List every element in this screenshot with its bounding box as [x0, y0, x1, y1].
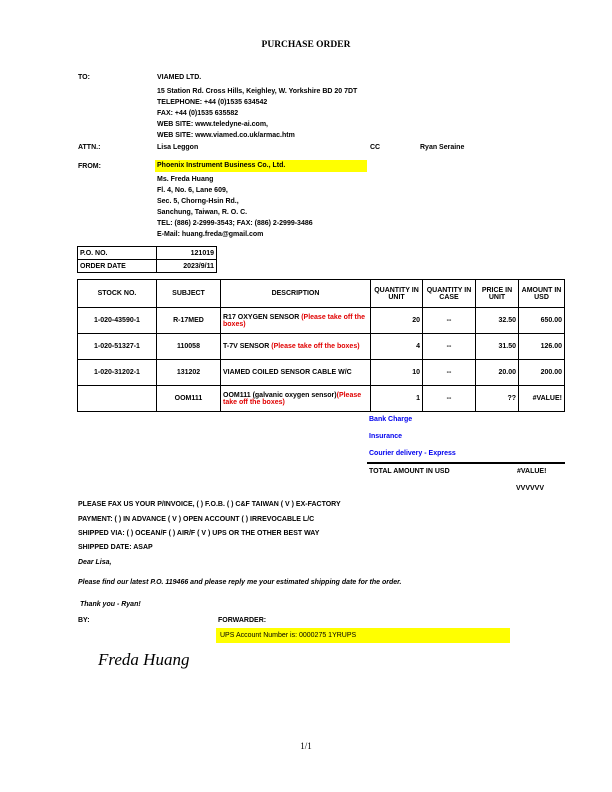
cell-stock: 1-020-31202-1 — [78, 360, 157, 386]
total-label: TOTAL AMOUNT IN USD — [369, 468, 450, 475]
forwarder-label: FORWARDER: — [218, 617, 267, 624]
total-divider — [367, 462, 565, 464]
header-amount: AMOUNT IN USD — [519, 280, 565, 308]
desc-note: (Please take off the boxes) — [223, 313, 366, 328]
signature: Freda Huang — [98, 650, 190, 669]
cell-price: 32.50 — [476, 308, 519, 334]
table-row — [78, 386, 565, 412]
cell-price: ?? — [476, 386, 519, 412]
ups-account: UPS Account Number is: 0000275 1YRUPS — [216, 628, 510, 643]
desc-text: T-7V SENSOR — [223, 343, 272, 350]
cell-amount: 200.00 — [519, 360, 565, 386]
from-line: TEL: (886) 2-2999-3543; FAX: (886) 2-2999-3486 — [157, 220, 313, 227]
from-label: FROM: — [78, 163, 101, 170]
cell-case: -- — [423, 308, 476, 334]
table-row — [78, 308, 565, 334]
po-no-label: P.O. NO. — [78, 247, 157, 260]
cell-price: 20.00 — [476, 360, 519, 386]
to-line: TELEPHONE: +44 (0)1535 634542 — [157, 99, 268, 106]
table-header-row — [78, 280, 565, 308]
cell-description — [221, 360, 371, 386]
terms-line: PAYMENT: ( ) IN ADVANCE ( V ) OPEN ACCOUNT ( ) IRREVOCABLE L/C — [78, 516, 315, 523]
to-line: WEB SITE: www.viamed.co.uk/armac.htm — [157, 132, 295, 139]
cell-stock — [78, 386, 157, 412]
header-qty-unit: QUANTITY IN UNIT — [371, 280, 423, 308]
from-line: Sanchung, Taiwan, R. O. C. — [157, 209, 248, 216]
cell-qty: 4 — [371, 334, 423, 360]
cell-qty: 10 — [371, 360, 423, 386]
from-line: Ms. Freda Huang — [157, 176, 214, 183]
desc-note: (Please take off the boxes) — [223, 391, 362, 406]
po-info-table — [77, 246, 217, 273]
courier-label: Courier delivery - Express — [369, 450, 456, 457]
cell-qty: 20 — [371, 308, 423, 334]
to-line: WEB SITE: www.teledyne-ai.com, — [157, 121, 268, 128]
cc-value: Ryan Seraine — [420, 144, 465, 151]
cell-subject: 110058 — [157, 334, 221, 360]
cell-qty: 1 — [371, 386, 423, 412]
cell-amount: 650.00 — [519, 308, 565, 334]
to-company: VIAMED LTD. — [157, 74, 202, 81]
page-title: PURCHASE ORDER — [261, 40, 351, 50]
letter-body: Please find our latest P.O. 119466 and please reply me your estimated shipping date for the order. — [78, 579, 402, 586]
letter-greeting: Dear Lisa, — [78, 559, 112, 566]
from-line: Sec. 5, Chorng-Hsin Rd., — [157, 198, 239, 205]
bank-charge-label: Bank Charge — [369, 416, 413, 423]
terms-line: PLEASE FAX US YOUR P/INVOICE, ( ) F.O.B. ( ) C&F TAIWAN ( V ) EX-FACTORY — [78, 501, 341, 508]
cell-price: 31.50 — [476, 334, 519, 360]
po-no-value: 121019 — [157, 247, 217, 260]
insurance-label: Insurance — [369, 433, 403, 440]
letter-closing: Thank you - Ryan! — [80, 601, 141, 608]
header-stock: STOCK NO. — [78, 280, 157, 308]
header-price: PRICE IN UNIT — [476, 280, 519, 308]
terms-line: SHIPPED VIA: ( ) OCEAN/F ( ) AIR/F ( V ) UPS OR THE OTHER BEST WAY — [78, 530, 320, 537]
total-value: #VALUE! — [517, 468, 547, 475]
attn-value: Lisa Leggon — [157, 144, 199, 151]
order-date-label: ORDER DATE — [78, 260, 157, 273]
order-date-value: 2023/9/11 — [157, 260, 217, 273]
cell-subject: 131202 — [157, 360, 221, 386]
to-label: TO: — [78, 74, 90, 81]
cc-label: CC — [370, 144, 381, 151]
cell-stock: 1-020-43590-1 — [78, 308, 157, 334]
cell-subject: OOM111 — [157, 386, 221, 412]
from-line: E-Mail: huang.freda@gmail.com — [157, 231, 264, 238]
header-description: DESCRIPTION — [221, 280, 371, 308]
cell-amount: #VALUE! — [519, 386, 565, 412]
cell-stock: 1-020-51327-1 — [78, 334, 157, 360]
total-sub: VVVVVV — [516, 485, 545, 492]
cell-subject: R-17MED — [157, 308, 221, 334]
table-row — [78, 334, 565, 360]
header-qty-case: QUANTITY IN CASE — [423, 280, 476, 308]
from-company: Phoenix Instrument Business Co., Ltd. — [155, 160, 367, 172]
to-line: 15 Station Rd. Cross Hills, Keighley, W. Yorkshire BD 20 7DT — [157, 88, 358, 95]
cell-case: -- — [423, 334, 476, 360]
from-line: Fl. 4, No. 6, Lane 609, — [157, 187, 228, 194]
desc-note: (Please take off the boxes) — [271, 343, 360, 350]
table-row — [78, 360, 565, 386]
cell-description — [221, 386, 371, 412]
page-number: 1/1 — [300, 741, 312, 751]
items-table — [77, 279, 565, 412]
terms-line: SHIPPED DATE: ASAP — [78, 544, 153, 551]
by-label: BY: — [78, 617, 90, 624]
cell-case: -- — [423, 386, 476, 412]
desc-text: VIAMED COILED SENSOR CABLE W/C — [223, 369, 352, 376]
to-line: FAX: +44 (0)1535 635582 — [157, 110, 239, 117]
cell-description — [221, 308, 371, 334]
cell-case: -- — [423, 360, 476, 386]
cell-amount: 126.00 — [519, 334, 565, 360]
cell-description — [221, 334, 371, 360]
header-subject: SUBJECT — [157, 280, 221, 308]
desc-text: R17 OXYGEN SENSOR — [223, 313, 302, 321]
desc-text: OOM111 (galvanic oxygen sensor) — [223, 391, 337, 399]
attn-label: ATTN.: — [78, 144, 101, 151]
